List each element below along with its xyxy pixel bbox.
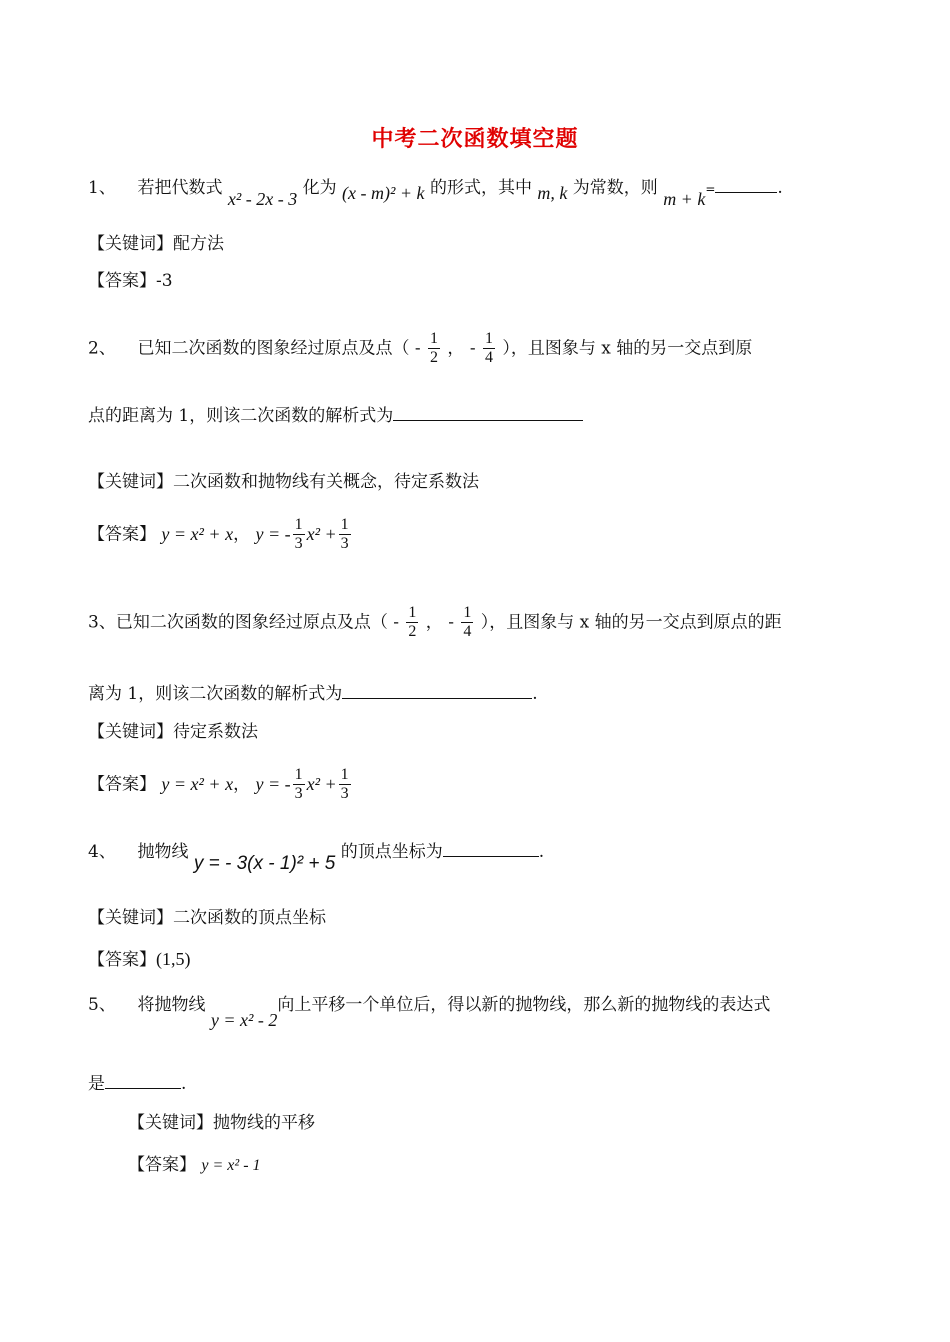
keyword-text: 二次函数的顶点坐标	[173, 908, 326, 928]
question-2-line-2	[88, 402, 583, 426]
question-text: 的形式，其中	[429, 178, 532, 198]
keyword-row	[88, 234, 224, 254]
question-text: 将抛物线	[137, 995, 206, 1015]
answer-blank	[105, 1070, 181, 1089]
question-text: ， -	[425, 612, 454, 633]
math-expression: y = - 3(x - 1)² + 5	[193, 853, 336, 874]
math-expression: x² - 2x - 3	[227, 189, 298, 209]
answer-row	[128, 1155, 261, 1175]
question-text: ），且图象与 x 轴的另一交点到原	[502, 338, 753, 359]
keyword-label: 【关键词】	[88, 908, 173, 928]
keyword-text: 待定系数法	[173, 722, 258, 742]
math-expression: y = x² + x	[161, 774, 234, 795]
question-text: 向上平移一个单位后，得以新的抛物线，那么新的抛物线的表达式	[277, 995, 771, 1015]
answer-label: 【答案】	[128, 1155, 196, 1175]
math-expression: (x - m)² + k	[342, 183, 425, 203]
keyword-label: 【关键词】	[88, 722, 173, 742]
separator: ，	[233, 774, 251, 795]
question-text: 已知二次函数的图象经过原点及点（ -	[115, 612, 399, 633]
question-number: 1、	[88, 178, 116, 198]
question-text: 为常数，则	[572, 178, 658, 198]
answer-row	[88, 271, 173, 291]
answer-blank	[715, 174, 777, 193]
math-expression: y = -	[255, 524, 291, 545]
math-expression: y = -	[255, 774, 291, 795]
question-text: 若把代数式	[137, 178, 223, 198]
keyword-label: 【关键词】	[128, 1113, 213, 1133]
math-expression: x² +	[306, 774, 337, 795]
question-text: 离为 1，则该二次函数的解析式为	[88, 684, 343, 704]
fraction: $\frac{1}{2}$	[408, 604, 417, 641]
keyword-text: 抛物线的平移	[213, 1113, 315, 1133]
question-5-line-2	[88, 1070, 186, 1094]
keyword-text: 配方法	[173, 234, 224, 254]
answer-label: 【答案】	[88, 524, 156, 545]
fraction: $\frac{1}{4}$	[463, 604, 472, 641]
question-text: .	[532, 684, 538, 704]
math-expression: m + k	[663, 189, 706, 209]
answer-text: -3	[156, 271, 173, 291]
question-1	[88, 174, 783, 209]
keyword-label: 【关键词】	[88, 234, 173, 254]
keyword-row	[88, 908, 326, 928]
answer-label: 【答案】	[88, 950, 156, 970]
question-text: =	[705, 182, 716, 196]
question-2	[88, 330, 752, 368]
question-number: 3、	[88, 612, 116, 633]
question-text: ， -	[447, 338, 476, 359]
fraction: $\frac{1}{3}$	[294, 766, 303, 803]
answer-label: 【答案】	[88, 774, 156, 795]
keyword-row	[88, 472, 479, 492]
answer-row	[88, 766, 353, 804]
question-text: 已知二次函数的图象经过原点及点（ -	[137, 338, 421, 359]
answer-blank	[393, 402, 583, 421]
fraction: $\frac{1}{3}$	[340, 766, 349, 803]
question-text: .	[181, 1074, 187, 1094]
question-text: 化为	[302, 178, 337, 198]
answer-row	[88, 516, 353, 554]
question-3-line-2	[88, 680, 538, 704]
fraction: $\frac{1}{4}$	[484, 330, 493, 367]
answer-label: 【答案】	[88, 271, 156, 291]
question-text: 是	[88, 1074, 105, 1094]
keyword-row	[88, 722, 258, 742]
fraction: $\frac{1}{3}$	[294, 516, 303, 553]
page-title: 中考二次函数填空题	[371, 126, 579, 152]
math-expression: y = x² + x	[161, 524, 234, 545]
math-expression: y = x² - 2	[210, 1010, 278, 1030]
question-number: 5、	[88, 995, 116, 1015]
math-expression: m, k	[537, 183, 568, 203]
question-5	[88, 994, 771, 1030]
question-text: 点的距离为 1，则该二次函数的解析式为	[88, 406, 394, 426]
answer-blank	[342, 680, 532, 699]
question-text: 的顶点坐标为	[340, 842, 443, 862]
keyword-text: 二次函数和抛物线有关概念，待定系数法	[173, 472, 479, 492]
answer-text: (1,5)	[156, 949, 191, 969]
keyword-row	[128, 1113, 315, 1133]
question-text: .	[777, 178, 783, 198]
keyword-label: 【关键词】	[88, 472, 173, 492]
answer-row	[88, 949, 191, 971]
question-text: 抛物线	[137, 842, 189, 862]
separator: ，	[233, 524, 251, 545]
fraction: $\frac{1}{2}$	[430, 330, 439, 367]
fraction: $\frac{1}{3}$	[340, 516, 349, 553]
question-text: ），且图象与 x 轴的另一交点到原点的距	[480, 612, 782, 633]
question-text: .	[538, 842, 545, 862]
question-4	[88, 838, 545, 874]
question-number: 2、	[88, 338, 116, 359]
question-3	[88, 604, 782, 642]
answer-text: y = x² - 1	[201, 1157, 261, 1174]
math-expression: x² +	[306, 524, 337, 545]
question-number: 4、	[88, 842, 116, 862]
answer-blank	[443, 838, 539, 857]
